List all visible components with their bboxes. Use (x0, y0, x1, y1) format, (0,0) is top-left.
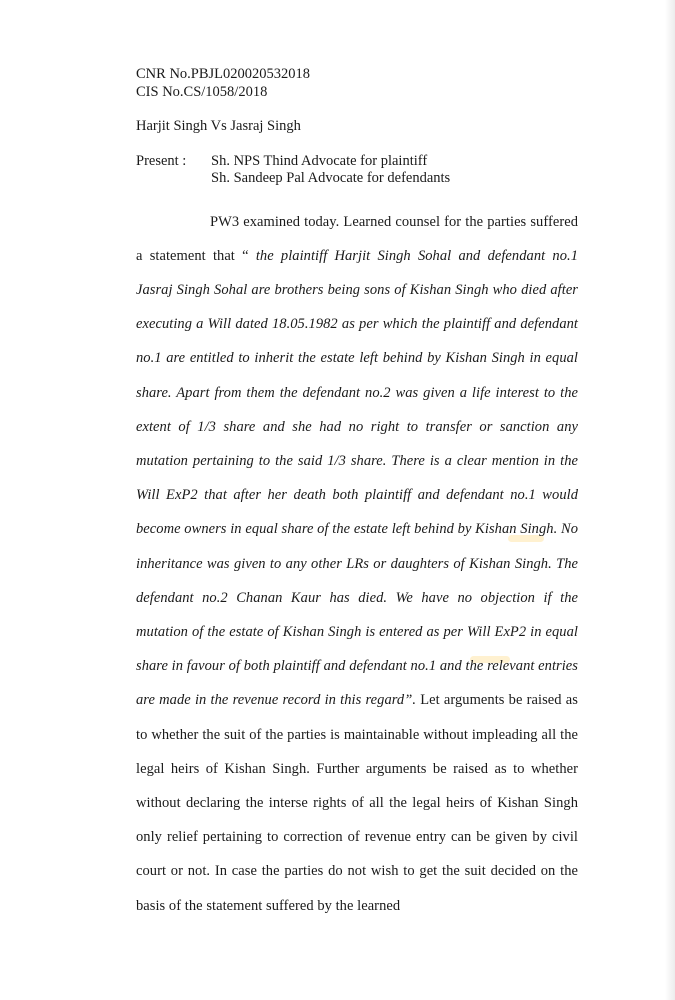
present-list (211, 153, 450, 188)
order-paragraph (136, 205, 578, 923)
cis-number: CIS No.CS/1058/2018 (136, 83, 268, 100)
present-line-plaintiff: Sh. NPS Thind Advocate for plaintiff (211, 152, 428, 169)
order-continuation: Let arguments be raised as to whether the suit of the parties is maintainable without impleading all the legal heirs of Kishan Singh. Further arguments be raised as to whether without declaring the interse rights of all the legal heirs of Kishan Singh only relief pertaining to correction of revenue entry can be given by civil court or not. In case the parties do not wish to get the suit decided on the basis of the statement suffered by the learned (136, 692, 578, 914)
page-edge-shadow (665, 0, 675, 1000)
order-intro: PW3 examined today. Learned counsel for the parties suffered a statement that “ (136, 213, 578, 264)
present-label: Present : (136, 152, 187, 169)
order-statement: the plaintiff Harjit Singh Sohal and defendant no.1 Jasraj Singh Sohal are brothers being sons of Kishan Singh who died after executing a Will dated 18.05.1982 as per which the plaintiff and defendant no.1 are entitled to inherit the estate left behind by Kishan Singh in equal share. Apart from them the defendant no.2 was given a life interest to the extent of 1/3 share and she had no right to transfer or sanction any mutation pertaining to the said 1/3 share. There is a clear mention in the Will ExP2 that after her death both plaintiff and defendant no.1 would become owners in equal share of the estate left behind by Kishan Singh. No inheritance was given to any other LRs or daughters of Kishan Singh. The defendant no.2 Chanan Kaur has died. We have no objection if the mutation of the estate of Kishan Singh is entered as per Will ExP2 in equal share in favour of both plaintiff and defendant no.1 and the relevant entries are made in the revenue record in this regard”. (136, 247, 578, 709)
case-title: Harjit Singh Vs Jasraj Singh (136, 118, 301, 134)
present-line-defendants: Sh. Sandeep Pal Advocate for defendants (211, 170, 451, 186)
present-block (136, 153, 578, 188)
document-page (136, 66, 578, 923)
cnr-number: CNR No.PBJL020020532018 (136, 66, 311, 82)
